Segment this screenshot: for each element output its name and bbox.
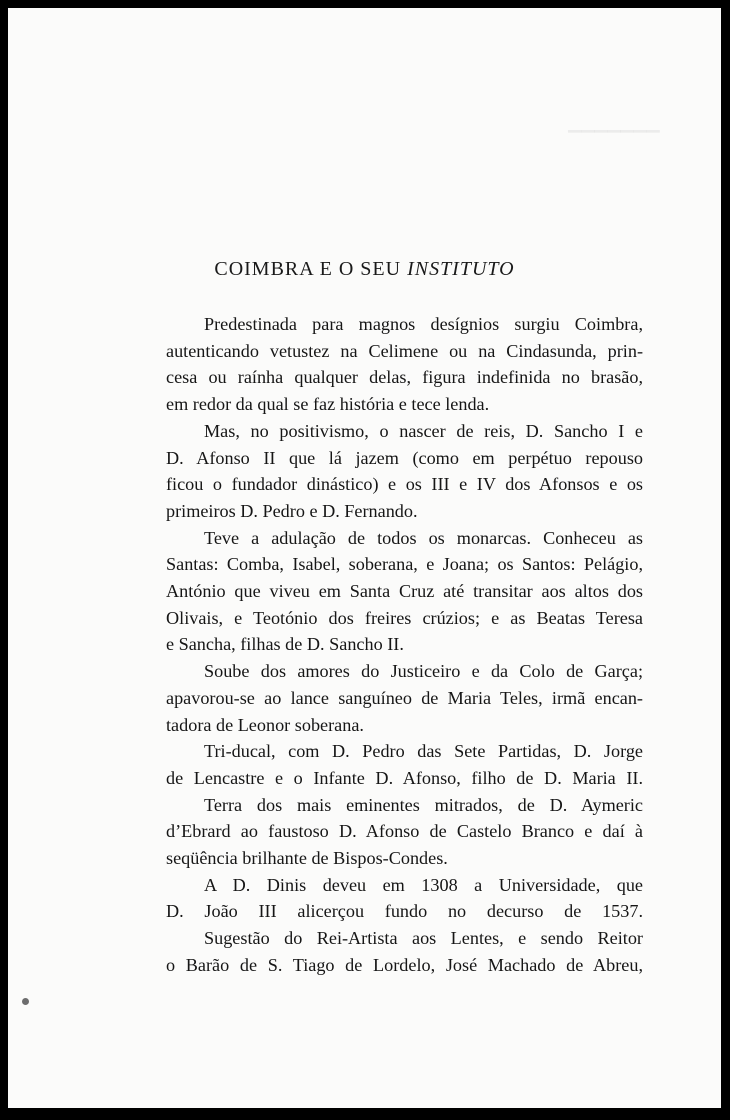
text-line: D. João III alicerçou fundo no decurso de 1537. xyxy=(166,901,643,922)
text-line: Mas, no positivismo, o nascer de reis, D. Sancho I e xyxy=(204,420,643,441)
text-line: autenticando vetustez na Celimene ou na Cindasunda, prin- xyxy=(166,340,643,361)
text-line: primeiros D. Pedro e D. Fernando. xyxy=(166,500,418,521)
title-main: COIMBRA E O SEU xyxy=(214,258,402,280)
text-line: Terra dos mais eminentes mitrados, de D. Aymeric xyxy=(204,794,643,815)
text-line: de Lencastre e o Infante D. Afonso, filho de D. Maria II. xyxy=(166,767,643,788)
text-line: tadora de Leonor soberana. xyxy=(166,714,364,735)
text-line: António que viveu em Santa Cruz até transitar aos altos dos xyxy=(166,581,643,602)
text-line: Predestinada para magnos desígnios surgiu Coimbra, xyxy=(204,314,643,334)
text-line: Soube dos amores do Justiceiro e da Colo de Garça; xyxy=(204,661,643,682)
paragraph xyxy=(166,925,643,978)
paragraph xyxy=(166,311,643,418)
paragraph xyxy=(166,792,643,872)
text-line: e Sancha, filhas de D. Sancho II. xyxy=(166,634,404,655)
body-text xyxy=(166,311,643,979)
text-line: ficou o fundador dinástico) e os III e IV dos Afonsos e os xyxy=(166,474,643,495)
title-italic-word: INSTITUTO xyxy=(407,258,515,280)
scan-speck xyxy=(22,998,29,1005)
page-title xyxy=(8,258,721,281)
text-line: Tri-ducal, com D. Pedro das Sete Partidas, D. Jorge xyxy=(204,741,643,762)
text-line: cesa ou raínha qualquer delas, figura indefinida no brasão, xyxy=(166,367,643,388)
text-line: D. Afonso II que lá jazem (como em perpétuo repouso xyxy=(166,447,643,468)
paragraph xyxy=(166,872,643,925)
paragraph xyxy=(166,738,643,791)
paragraph xyxy=(166,525,643,659)
paragraph xyxy=(166,418,643,525)
text-line: d’Ebrard ao faustoso D. Afonso de Castelo Branco e daí à xyxy=(166,821,643,842)
text-line: o Barão de S. Tiago de Lordelo, José Machado de Abreu, xyxy=(166,954,643,975)
text-line: Olivais, e Teotónio dos freires crúzios; e as Beatas Teresa xyxy=(166,607,643,628)
text-line: Teve a adulação de todos os monarcas. Conheceu as xyxy=(204,527,643,548)
text-line: seqüência brilhante de Bispos-Condes. xyxy=(166,848,448,869)
bleed-through-texture: ▔▔▔▔▔▔▔ xyxy=(568,131,660,151)
text-line: apavorou-se ao lance sanguíneo de Maria Teles, irmã encan- xyxy=(166,687,643,708)
text-line: em redor da qual se faz história e tece lenda. xyxy=(166,394,490,415)
text-line: Santas: Comba, Isabel, soberana, e Joana; os Santos: Pelágio, xyxy=(166,554,643,575)
document-page xyxy=(8,8,721,1108)
paragraph xyxy=(166,658,643,738)
text-line: Sugestão do Rei-Artista aos Lentes, e sendo Reitor xyxy=(204,928,643,949)
text-line: A D. Dinis deveu em 1308 a Universidade, que xyxy=(204,874,643,895)
